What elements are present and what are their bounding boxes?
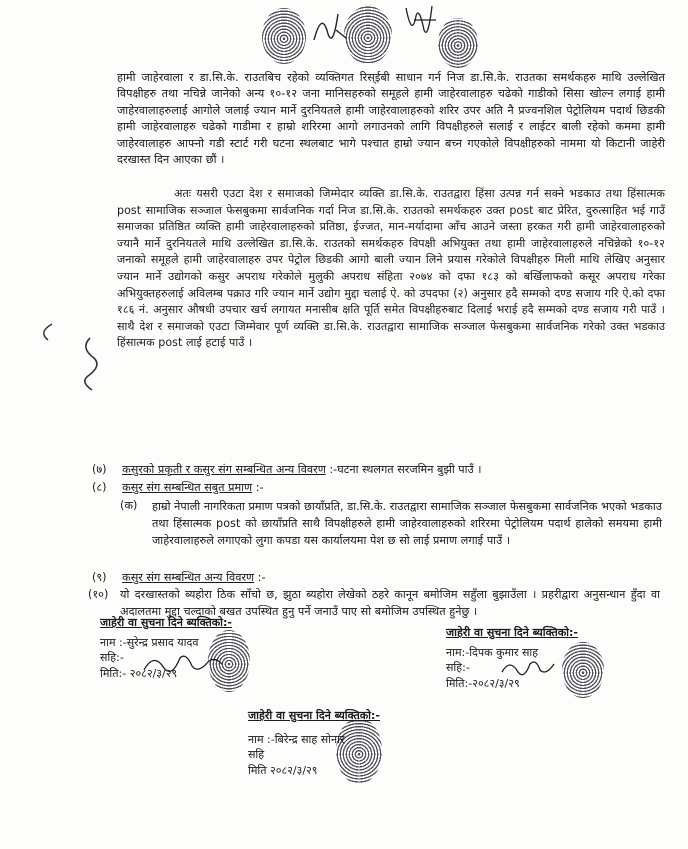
signature-right-heading: जाहेरी वा सुचना दिने ब्यक्तिको:- bbox=[446, 626, 578, 639]
paragraph-top: हामी जाहेरवाला र डा.सि.के. राउतबिच रहेको व्यक्तिगत रिस्ईबी साधान गर्न निज डा.सि.के. राउतका समर्थकहरु माथि उल्लेखित विपक्षीहरु तथा नचिन्ने जानेको अन्य १०-१२ जना मानिसहरुको समूहले हामी जाहेरवालाहरु चढेको गाडीको सिसा खोल्न लगाई हामी जाहेरवालाहरुलाई आगोले जलाई ज्यान मार्ने दुरनियतले हामी जाहेरवालाहरुको शरिर उपर अति नै प्रज्वनशिल पेट्रोलियम पदार्थ छिडकी हामी जाहेरवालाहरु चढेको गाडीमा र हाम्रो शरिरमा आगो लगाउनको लागि विपक्षीहरुले सलाई र लाईटर बाली रहेको कममा हामी जाहेरवालाहरु आफ्नो गडी स्टार्ट गरी घटना स्थलबाट भागे पश्चात हाम्रो ज्यान बच्न गएकोले विपक्षीहरुको नाममा यो किटानी जाहेरी दरखास्त दिन आएका छौं । bbox=[117, 71, 665, 167]
signature-left-heading: जाहेरी वा सुचना दिने ब्यक्तिको:- bbox=[100, 616, 232, 629]
signature-right-name: नाम:-दिपक कुमार साह bbox=[446, 645, 539, 659]
signature-left-sign: सहि:- bbox=[100, 651, 124, 664]
item-8-ka-number: (क) bbox=[120, 499, 138, 512]
item-7 bbox=[92, 462, 652, 478]
signature-bottom-name: नाम :-बिरेन्द्र साह सोनार bbox=[248, 732, 345, 746]
signature-bottom-heading: जाहेरी वा सुचना दिने ब्यक्तिको:- bbox=[248, 709, 380, 722]
signature-top bbox=[296, 0, 466, 62]
item-8-text: :- bbox=[255, 481, 264, 494]
item-9-text: :- bbox=[257, 571, 266, 584]
signature-left-scribble bbox=[140, 650, 230, 680]
item-8 bbox=[92, 480, 652, 496]
signature-right-scribble bbox=[498, 656, 568, 680]
signature-bottom-date: मिति २०८२/३/२९ bbox=[248, 763, 318, 777]
item-7-label: कसुरको प्रकृती र कसुर संग सम्बन्धित अन्य विवरण bbox=[122, 463, 326, 476]
signature-left-date: मिति:- २०८२/३/२९ bbox=[100, 666, 178, 680]
item-9-number: (९) bbox=[92, 571, 107, 584]
signature-left-name: नाम :-सुरेन्द्र प्रसाद यादव bbox=[100, 635, 199, 649]
signature-right-sign: सहि:- bbox=[446, 661, 470, 674]
item-8-label: कसुर संग सम्बन्धित सबुत प्रमाण bbox=[122, 481, 253, 494]
signature-right-date: मिति:-२०८२/३/२९ bbox=[446, 676, 520, 690]
item-8-number: (८) bbox=[92, 481, 107, 494]
item-9-label: कसुर संग सम्बन्धित अन्य विवरण bbox=[122, 571, 255, 584]
item-10-text: यो दरखास्तको ब्यहोरा ठिक साँचो छ, झुठा ब्यहोरा लेखेको ठहरे कानून बमोजिम सहुँला बुझाउँला । प्रहरीद्वारा अनुसन्धान हुँदा वा अदालतमा मुद्दा चल्दाको बखत उपस्थित हुनु पर्ने जनाउँ पाए सो बमोजिम उपस्थित हुनेछु । bbox=[120, 588, 660, 618]
signature-block-bottom bbox=[248, 708, 468, 778]
item-9 bbox=[92, 570, 652, 586]
item-10-number: (१०) bbox=[88, 588, 109, 601]
item-7-text: :-घटना स्थलगत सरजमिन बुझी पाउँ । bbox=[329, 463, 482, 476]
paragraph-main: अतः यसरी एउटा देश र समाजको जिम्मेदार व्यक्ति डा.सि.के. राउतद्वारा हिंसा उत्पन्न गर्न सक्ने भडकाउ तथा हिंसात्मक post सामाजिक सञ्जाल फेसबुकमा सार्वजनिक गर्दा निज डा.सि.के. राउतको समर्थकहरु उक्त post बाट प्रेरित, दुरुत्साहित भई गाउँ समाजका प्रतिष्ठित व्यक्ति हामी जाहेरवालाहरुको प्रतिष्ठा, ईज्जत, मान-मर्यादामा आँच आउने जस्ता हरकत गरी हामी जाहेरवालाहरुको ज्यानै मार्ने दुरनियतले माथि उल्लेखित डा.सि.के. राउतको समर्थकहरु विपक्षी अभियुक्त तथा हामी जाहेरवालाहरुले नचिन्नेको १०-१२ जनाको समूहले हामी जाहेरवालाहरु उपर पेट्रोल छिडकी आगो बाली ज्यान लिने प्रयास गरेकोले विपक्षीहरु मिली माथि लेखिए अनुसार ज्यान मार्ने उद्योगको कसुर अपराध गरेकोले मुलुकी अपराध संहिता २०७४ को दफा १८३ को बर्खिलाफको कसूर अपराध गरेका अभियुक्तहरुलाई अविलम्ब पक्राउ गरि ज्यान मार्ने उद्योग मुद्दा चलाई ऐ. को उपदफा (२) अनुसार हदै सम्मको दण्ड सजाय गरि ऐ.को दफा १८६ नं. अनुसार औषधी उपचार खर्च लगायत मनासीब क्षति पूर्ति समेत विपक्षीहरुबाट दिलाई भराई हदै सम्मको दण्ड सजाय गरी पाउँ । साथै देश र समाजको एउटा जिम्मेवार पूर्ण व्यक्ति डा.सि.के. राउतद्वारा सामाजिक सञ्जाल फेसबुकमा सार्वजनिक गरेको उक्त भडकाउ हिंसात्मक post लाई हटाई पाउँ । bbox=[117, 187, 665, 350]
signature-bottom-sign: सहि bbox=[248, 748, 265, 761]
item-8-ka-text: हाम्रो नेपाली नागरिकता प्रमाण पत्रको छायाँप्रति, डा.सि.के. राउतद्वारा सामाजिक सञ्जाल फेसबुकमा सार्वजनिक भएको भडकाउ तथा हिंसात्मक post को छायाँप्रति साथै विपक्षीहरुले हामी जाहेरवालाहरुको शरिरमा पेट्रोलियम पदार्थ हालेको समयमा हामी जाहेरवालाहरुले लगाएको लुगा कपडा यस कार्यालयमा पेश छ सो लाई प्रमाण लगाई पाउँ । bbox=[152, 500, 662, 548]
margin-signature bbox=[30, 318, 110, 398]
item-7-number: (७) bbox=[92, 463, 107, 476]
